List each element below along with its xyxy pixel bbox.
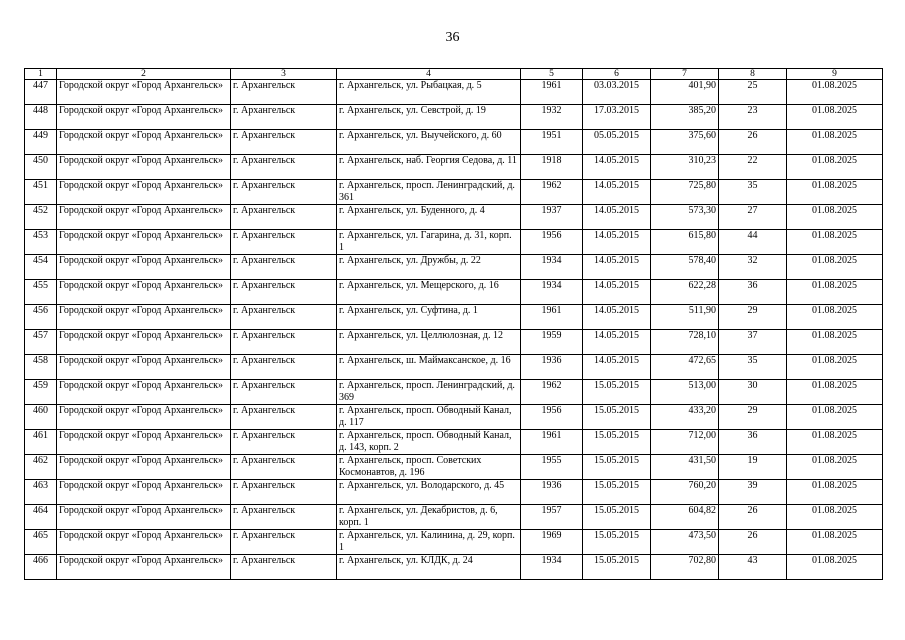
cell-settlement: г. Архангельск: [231, 280, 337, 305]
table-row: [25, 480, 883, 505]
cell-settlement: г. Архангельск: [231, 205, 337, 230]
cell-settlement: г. Архангельск: [231, 380, 337, 405]
cell-row-number: 466: [25, 555, 57, 580]
cell-residents: 22: [719, 155, 787, 180]
cell-date: 03.03.2015: [583, 80, 651, 105]
cell-municipality: Городской округ «Город Архангельск»: [57, 355, 231, 380]
cell-municipality: Городской округ «Город Архангельск»: [57, 380, 231, 405]
cell-row-number: 454: [25, 255, 57, 280]
cell-address: г. Архангельск, ул. КЛДК, д. 24: [337, 555, 521, 580]
cell-settlement: г. Архангельск: [231, 530, 337, 555]
cell-deadline: 01.08.2025: [787, 455, 883, 480]
table-row: [25, 80, 883, 105]
cell-residents: 39: [719, 480, 787, 505]
cell-date: 14.05.2015: [583, 180, 651, 205]
cell-settlement: г. Архангельск: [231, 305, 337, 330]
cell-settlement: г. Архангельск: [231, 130, 337, 155]
cell-date: 14.05.2015: [583, 230, 651, 255]
cell-row-number: 450: [25, 155, 57, 180]
cell-municipality: Городской округ «Город Архангельск»: [57, 80, 231, 105]
column-header-6: 6: [583, 69, 651, 80]
cell-area: 473,50: [651, 530, 719, 555]
cell-address: г. Архангельск, просп. Обводный Канал, д. 117: [337, 405, 521, 430]
cell-settlement: г. Архангельск: [231, 555, 337, 580]
cell-area: 385,20: [651, 105, 719, 130]
cell-residents: 26: [719, 505, 787, 530]
cell-address: г. Архангельск, ул. Севстрой, д. 19: [337, 105, 521, 130]
cell-address: г. Архангельск, просп. Советских Космонавтов, д. 196: [337, 455, 521, 480]
column-header-5: 5: [521, 69, 583, 80]
cell-municipality: Городской округ «Город Архангельск»: [57, 480, 231, 505]
cell-municipality: Городской округ «Город Архангельск»: [57, 105, 231, 130]
cell-settlement: г. Архангельск: [231, 105, 337, 130]
cell-address: г. Архангельск, просп. Обводный Канал, д. 143, корп. 2: [337, 430, 521, 455]
cell-address: г. Архангельск, просп. Ленинградский, д. 369: [337, 380, 521, 405]
table-row: [25, 130, 883, 155]
cell-date: 15.05.2015: [583, 455, 651, 480]
cell-year-built: 1957: [521, 505, 583, 530]
cell-year-built: 1937: [521, 205, 583, 230]
cell-area: 310,23: [651, 155, 719, 180]
cell-year-built: 1969: [521, 530, 583, 555]
cell-deadline: 01.08.2025: [787, 130, 883, 155]
cell-date: 15.05.2015: [583, 530, 651, 555]
cell-deadline: 01.08.2025: [787, 530, 883, 555]
cell-address: г. Архангельск, просп. Ленинградский, д. 361: [337, 180, 521, 205]
cell-row-number: 449: [25, 130, 57, 155]
cell-area: 702,80: [651, 555, 719, 580]
cell-row-number: 447: [25, 80, 57, 105]
cell-year-built: 1962: [521, 180, 583, 205]
cell-settlement: г. Архангельск: [231, 505, 337, 530]
table-row: [25, 380, 883, 405]
cell-date: 05.05.2015: [583, 130, 651, 155]
header-row: [25, 69, 883, 80]
column-header-4: 4: [337, 69, 521, 80]
cell-year-built: 1959: [521, 330, 583, 355]
cell-row-number: 462: [25, 455, 57, 480]
cell-area: 513,00: [651, 380, 719, 405]
cell-deadline: 01.08.2025: [787, 180, 883, 205]
table-row: [25, 530, 883, 555]
cell-settlement: г. Архангельск: [231, 405, 337, 430]
cell-year-built: 1934: [521, 255, 583, 280]
table-row: [25, 230, 883, 255]
cell-address: г. Архангельск, ул. Мещерского, д. 16: [337, 280, 521, 305]
cell-municipality: Городской округ «Город Архангельск»: [57, 555, 231, 580]
cell-settlement: г. Архангельск: [231, 155, 337, 180]
cell-deadline: 01.08.2025: [787, 555, 883, 580]
cell-year-built: 1956: [521, 405, 583, 430]
column-header-3: 3: [231, 69, 337, 80]
cell-residents: 25: [719, 80, 787, 105]
cell-settlement: г. Архангельск: [231, 255, 337, 280]
cell-area: 615,80: [651, 230, 719, 255]
cell-area: 728,10: [651, 330, 719, 355]
cell-area: 578,40: [651, 255, 719, 280]
cell-area: 401,90: [651, 80, 719, 105]
cell-year-built: 1936: [521, 355, 583, 380]
cell-residents: 26: [719, 530, 787, 555]
column-header-2: 2: [57, 69, 231, 80]
cell-row-number: 460: [25, 405, 57, 430]
cell-date: 15.05.2015: [583, 555, 651, 580]
cell-settlement: г. Архангельск: [231, 355, 337, 380]
cell-municipality: Городской округ «Город Архангельск»: [57, 455, 231, 480]
cell-area: 604,82: [651, 505, 719, 530]
table-row: [25, 280, 883, 305]
cell-deadline: 01.08.2025: [787, 505, 883, 530]
cell-area: 712,00: [651, 430, 719, 455]
cell-area: 622,28: [651, 280, 719, 305]
cell-deadline: 01.08.2025: [787, 155, 883, 180]
cell-residents: 29: [719, 305, 787, 330]
cell-area: 375,60: [651, 130, 719, 155]
cell-address: г. Архангельск, ул. Володарского, д. 45: [337, 480, 521, 505]
cell-row-number: 456: [25, 305, 57, 330]
cell-year-built: 1956: [521, 230, 583, 255]
cell-residents: 29: [719, 405, 787, 430]
table-row: [25, 355, 883, 380]
cell-row-number: 453: [25, 230, 57, 255]
cell-residents: 36: [719, 430, 787, 455]
cell-row-number: 457: [25, 330, 57, 355]
cell-address: г. Архангельск, ул. Калинина, д. 29, корп. 1: [337, 530, 521, 555]
table-row: [25, 405, 883, 430]
cell-settlement: г. Архангельск: [231, 230, 337, 255]
table-row: [25, 555, 883, 580]
cell-residents: 36: [719, 280, 787, 305]
cell-address: г. Архангельск, ул. Декабристов, д. 6, корп. 1: [337, 505, 521, 530]
cell-year-built: 1955: [521, 455, 583, 480]
cell-date: 15.05.2015: [583, 430, 651, 455]
cell-municipality: Городской округ «Город Архангельск»: [57, 155, 231, 180]
cell-settlement: г. Архангельск: [231, 480, 337, 505]
cell-address: г. Архангельск, ул. Выучейского, д. 60: [337, 130, 521, 155]
cell-row-number: 458: [25, 355, 57, 380]
cell-deadline: 01.08.2025: [787, 330, 883, 355]
cell-row-number: 464: [25, 505, 57, 530]
cell-year-built: 1936: [521, 480, 583, 505]
cell-address: г. Архангельск, ул. Буденного, д. 4: [337, 205, 521, 230]
cell-row-number: 461: [25, 430, 57, 455]
cell-residents: 44: [719, 230, 787, 255]
cell-year-built: 1934: [521, 280, 583, 305]
cell-settlement: г. Архангельск: [231, 430, 337, 455]
cell-residents: 32: [719, 255, 787, 280]
table-row: [25, 305, 883, 330]
cell-municipality: Городской округ «Город Архангельск»: [57, 530, 231, 555]
cell-residents: 26: [719, 130, 787, 155]
cell-date: 15.05.2015: [583, 405, 651, 430]
cell-municipality: Городской округ «Город Архангельск»: [57, 180, 231, 205]
table-row: [25, 505, 883, 530]
table-row: [25, 330, 883, 355]
cell-year-built: 1932: [521, 105, 583, 130]
cell-row-number: 455: [25, 280, 57, 305]
column-header-9: 9: [787, 69, 883, 80]
table-row: [25, 155, 883, 180]
table-row: [25, 430, 883, 455]
cell-municipality: Городской округ «Город Архангельск»: [57, 305, 231, 330]
cell-residents: 35: [719, 180, 787, 205]
cell-area: 431,50: [651, 455, 719, 480]
cell-address: г. Архангельск, ул. Рыбацкая, д. 5: [337, 80, 521, 105]
table-row: [25, 455, 883, 480]
cell-date: 14.05.2015: [583, 330, 651, 355]
cell-deadline: 01.08.2025: [787, 405, 883, 430]
cell-address: г. Архангельск, ш. Маймаксанское, д. 16: [337, 355, 521, 380]
table-row: [25, 180, 883, 205]
cell-residents: 19: [719, 455, 787, 480]
cell-date: 14.05.2015: [583, 305, 651, 330]
cell-settlement: г. Архангельск: [231, 455, 337, 480]
cell-year-built: 1961: [521, 305, 583, 330]
cell-municipality: Городской округ «Город Архангельск»: [57, 230, 231, 255]
cell-year-built: 1951: [521, 130, 583, 155]
cell-year-built: 1962: [521, 380, 583, 405]
cell-area: 725,80: [651, 180, 719, 205]
cell-area: 573,30: [651, 205, 719, 230]
page-number: 36: [445, 30, 460, 45]
cell-deadline: 01.08.2025: [787, 305, 883, 330]
cell-residents: 27: [719, 205, 787, 230]
cell-municipality: Городской округ «Город Архангельск»: [57, 330, 231, 355]
cell-date: 15.05.2015: [583, 505, 651, 530]
cell-address: г. Архангельск, ул. Целлюлозная, д. 12: [337, 330, 521, 355]
cell-deadline: 01.08.2025: [787, 80, 883, 105]
cell-address: г. Архангельск, ул. Дружбы, д. 22: [337, 255, 521, 280]
cell-deadline: 01.08.2025: [787, 205, 883, 230]
cell-year-built: 1961: [521, 80, 583, 105]
cell-date: 14.05.2015: [583, 280, 651, 305]
cell-row-number: 448: [25, 105, 57, 130]
cell-municipality: Городской округ «Город Архангельск»: [57, 280, 231, 305]
cell-address: г. Архангельск, ул. Суфтина, д. 1: [337, 305, 521, 330]
cell-row-number: 451: [25, 180, 57, 205]
cell-deadline: 01.08.2025: [787, 380, 883, 405]
cell-settlement: г. Архангельск: [231, 330, 337, 355]
cell-residents: 30: [719, 380, 787, 405]
table-row: [25, 105, 883, 130]
cell-municipality: Городской округ «Город Архангельск»: [57, 205, 231, 230]
cell-row-number: 459: [25, 380, 57, 405]
cell-deadline: 01.08.2025: [787, 105, 883, 130]
cell-date: 14.05.2015: [583, 355, 651, 380]
cell-area: 433,20: [651, 405, 719, 430]
column-header-1: 1: [25, 69, 57, 80]
housing-registry-table: [24, 68, 883, 580]
cell-municipality: Городской округ «Город Архангельск»: [57, 430, 231, 455]
column-header-8: 8: [719, 69, 787, 80]
cell-municipality: Городской округ «Город Архангельск»: [57, 255, 231, 280]
cell-deadline: 01.08.2025: [787, 230, 883, 255]
cell-row-number: 463: [25, 480, 57, 505]
cell-area: 760,20: [651, 480, 719, 505]
cell-deadline: 01.08.2025: [787, 355, 883, 380]
cell-residents: 37: [719, 330, 787, 355]
cell-address: г. Архангельск, наб. Георгия Седова, д. 11: [337, 155, 521, 180]
table-body: [25, 80, 883, 580]
cell-area: 511,90: [651, 305, 719, 330]
cell-municipality: Городской округ «Город Архангельск»: [57, 405, 231, 430]
cell-residents: 23: [719, 105, 787, 130]
cell-area: 472,65: [651, 355, 719, 380]
cell-date: 17.03.2015: [583, 105, 651, 130]
cell-date: 14.05.2015: [583, 155, 651, 180]
cell-date: 15.05.2015: [583, 480, 651, 505]
cell-deadline: 01.08.2025: [787, 480, 883, 505]
cell-deadline: 01.08.2025: [787, 430, 883, 455]
cell-year-built: 1918: [521, 155, 583, 180]
cell-row-number: 452: [25, 205, 57, 230]
cell-municipality: Городской округ «Город Архангельск»: [57, 505, 231, 530]
cell-date: 14.05.2015: [583, 255, 651, 280]
cell-address: г. Архангельск, ул. Гагарина, д. 31, корп. 1: [337, 230, 521, 255]
cell-year-built: 1961: [521, 430, 583, 455]
cell-date: 14.05.2015: [583, 205, 651, 230]
cell-municipality: Городской округ «Город Архангельск»: [57, 130, 231, 155]
cell-settlement: г. Архангельск: [231, 180, 337, 205]
table-row: [25, 205, 883, 230]
cell-date: 15.05.2015: [583, 380, 651, 405]
column-header-7: 7: [651, 69, 719, 80]
cell-deadline: 01.08.2025: [787, 280, 883, 305]
cell-deadline: 01.08.2025: [787, 255, 883, 280]
cell-residents: 43: [719, 555, 787, 580]
cell-row-number: 465: [25, 530, 57, 555]
cell-settlement: г. Архангельск: [231, 80, 337, 105]
cell-residents: 35: [719, 355, 787, 380]
table-row: [25, 255, 883, 280]
cell-year-built: 1934: [521, 555, 583, 580]
